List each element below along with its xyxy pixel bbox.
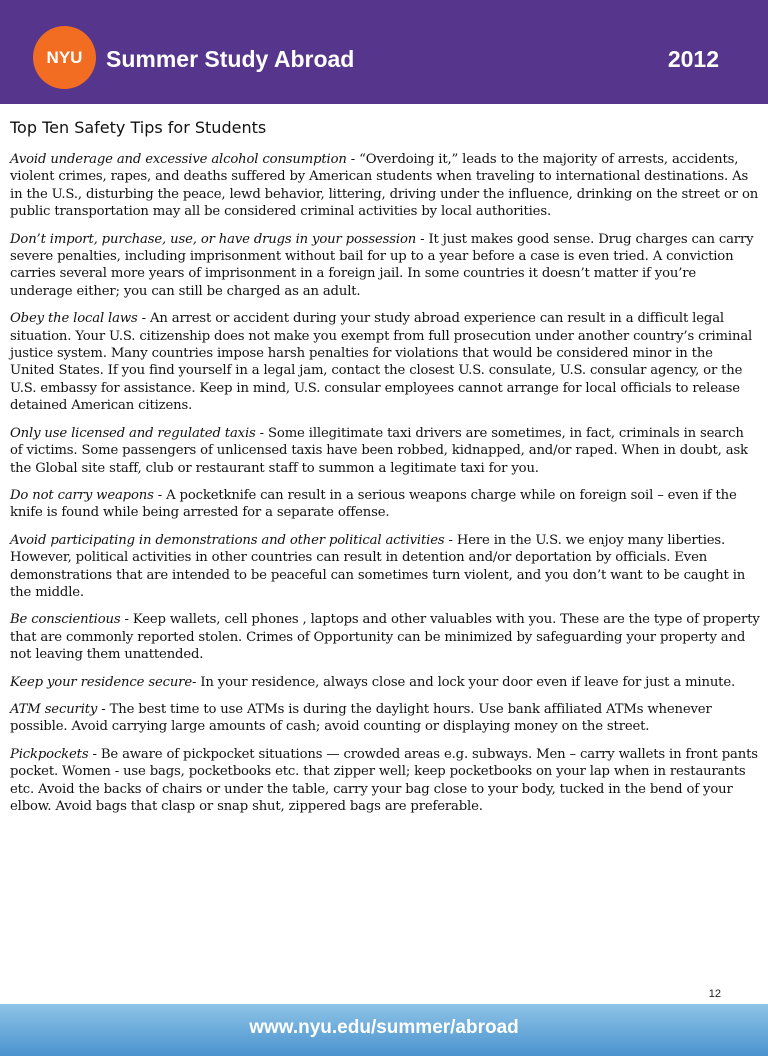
tip-text: In your residence, always close and lock your door even if leave for just a minute. [196,674,736,690]
tip-lead: Pickpockets - [10,746,97,762]
tip-conscientious [10,611,760,663]
tip-local-laws [10,310,760,414]
footer-url-link[interactable]: www.nyu.edu/summer/abroad [249,1017,519,1038]
tip-lead: Obey the local laws - [10,311,146,327]
tip-lead: Don’t import, purchase, use, or have drugs in your possession - [10,231,425,247]
page-footer [0,1004,768,1056]
tip-lead: Be conscientious - [10,612,129,628]
tip-lead: Do not carry weapons - [10,487,163,503]
tip-text: “Overdoing it,” leads to the majority of arrests, accidents, violent crimes, rapes, and deaths suffered by American students when traveling to international destinations. As in the U.S., disturbing the peace, lewd behavior, littering, driving under the influence, drinking on the street or on public transportation may all be considered criminal activities by local authorities. [10,152,759,220]
tip-lead: Keep your residence secure- [10,674,197,690]
tip-alcohol [10,151,760,221]
tip-text: An arrest or accident during your study abroad experience can result in a difficult legal situation. Your U.S. citizenship does not make you exempt from full prosecution under another country’s criminal justice system. Many countries impose harsh penalties for violations that would be considered minor in the United States. If you find yourself in a legal jam, contact the closest U.S. consulate, U.S. consular agency, or the U.S. embassy for assistance. Keep in mind, U.S. consular employees cannot arrange for local officials to release detained American citizens. [10,311,753,414]
document-body [10,118,760,825]
tip-demonstrations [10,532,760,602]
tip-taxis [10,425,760,477]
page-title: Top Ten Safety Tips for Students [10,118,267,137]
tip-lead: Avoid underage and excessive alcohol consumption - [10,152,356,167]
tip-text: It just makes good sense. Drug charges can carry severe penalties, including imprisonment without bail for up to a year before a case is even tried. A conviction carries several more years of imprisonment in a foreign jail. In some countries it doesn’t matter if you’re underage either; you can still be charged as an adult. [10,231,754,299]
tip-atm [10,701,760,736]
page-number: 12 [708,988,721,1000]
page-header [0,0,768,104]
tip-drugs [10,231,760,301]
tip-text: Keep wallets, cell phones , laptops and other valuables with you. These are the type of property that are commonly reported stolen. Crimes of Opportunity can be minimized by safeguarding your property and not leaving them unattended. [10,612,760,663]
tip-lead: ATM security - [10,701,106,717]
header-title: Summer Study Abroad [106,46,355,72]
tip-lead: Avoid participating in demonstrations and other political activities - [10,532,453,548]
nyu-logo: NYU [33,26,96,89]
tip-text: The best time to use ATMs is during the daylight hours. Use bank affiliated ATMs whenever possible. Avoid carrying large amounts of cash; avoid counting or displaying money on the street. [10,701,712,735]
tip-weapons [10,487,760,522]
header-year: 2012 [667,46,719,72]
tip-lead: Only use licensed and regulated taxis - [10,425,264,441]
tip-residence [10,674,760,691]
tip-text: Some illegitimate taxi drivers are sometimes, in fact, criminals in search of victims. Some passengers of unlicensed taxis have been robbed, kidnapped, and/or raped. When in doubt, ask the Global site staff, club or restaurant staff to summon a legitimate taxi for you. [10,425,748,476]
tip-text: Be aware of pickpocket situations — crowded areas e.g. subways. Men – carry wallets in front pants pocket. Women - use bags, pocketbooks etc. that zipper well; keep pocketbooks on your lap when in restaurants etc. Avoid the backs of chairs or under the table, carry your bag close to your body, tucked in the bend of your elbow. Avoid bags that clasp or snap shut, zippered bags are preferable. [10,746,758,814]
tip-text: A pocketknife can result in a serious weapons charge while on foreign soil – even if the knife is found while being arrested for a separate offense. [10,487,737,521]
tip-pickpockets [10,746,760,816]
tip-text: Here in the U.S. we enjoy many liberties. However, political activities in other countries can result in detention and/or deportation by officials. Even demonstrations that are intended to be peaceful can sometimes turn violent, and you don’t want to be caught in the middle. [10,532,746,600]
